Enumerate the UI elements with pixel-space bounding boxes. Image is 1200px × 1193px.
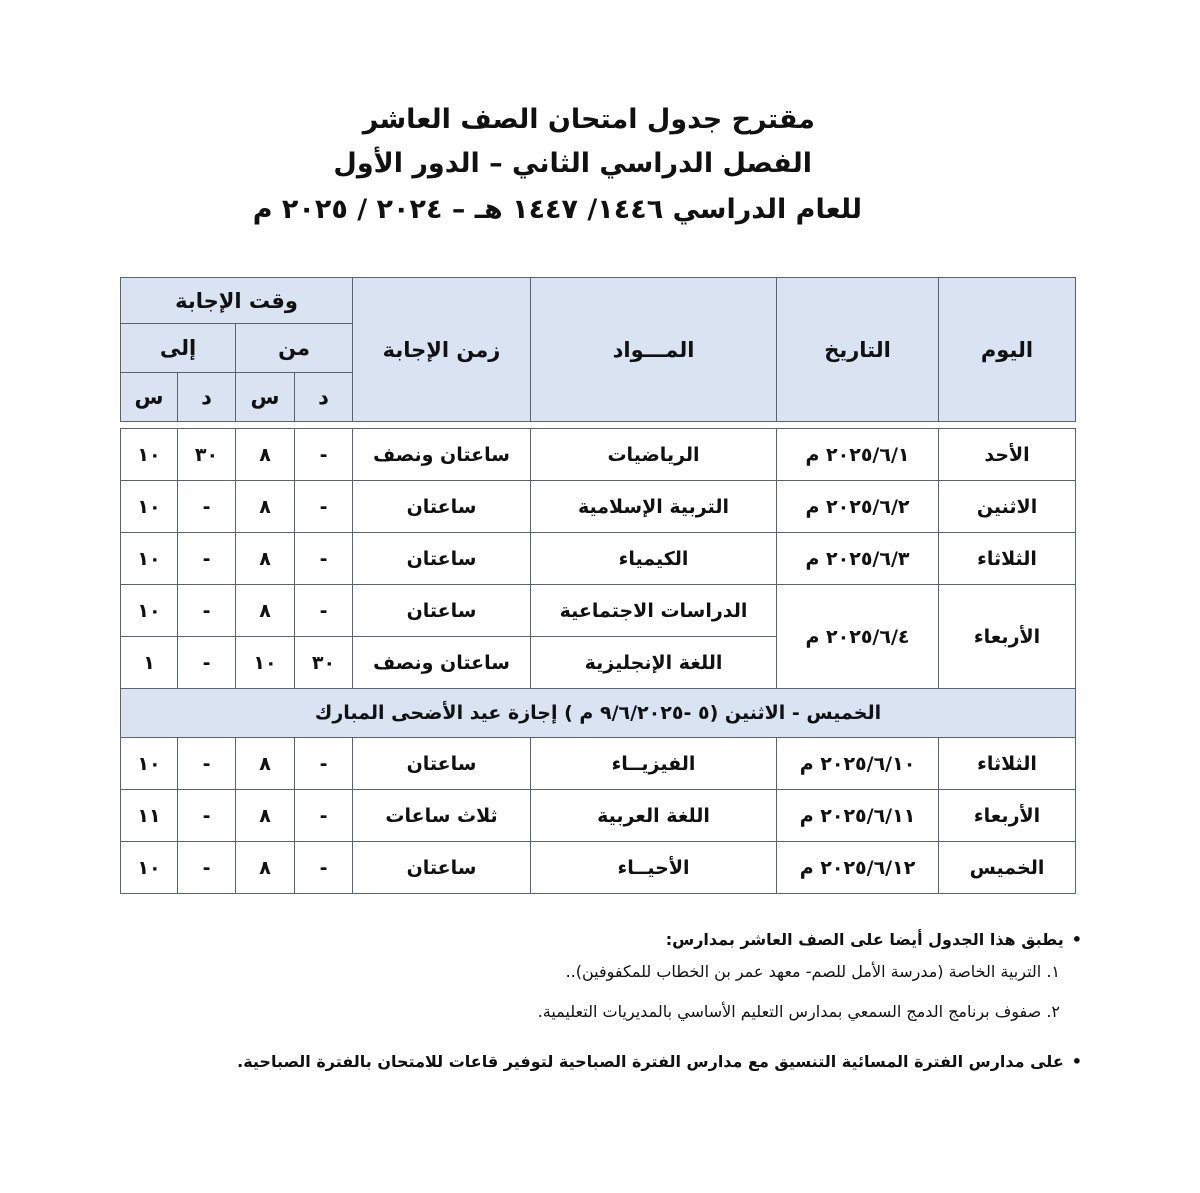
cell-to-hour: ١٠ [121,738,178,790]
cell-duration: ساعتان [353,585,531,637]
table-row [121,481,1076,533]
cell-to-minute: - [178,790,236,842]
note-item-2: ٢. صفوف برنامج الدمج السمعي بمدارس التعليم الأساسي بالمديريات التعليمية. [537,1002,1060,1021]
cell-to-minute: ٣٠ [178,429,236,481]
cell-to-minute: - [178,533,236,585]
exam-schedule-table [120,277,1076,894]
cell-subject: التربية الإسلامية [531,481,777,533]
cell-from-minute: - [295,533,353,585]
cell-from-minute: - [295,585,353,637]
cell-to-minute: - [178,637,236,689]
header-subject: المـــواد [531,278,777,422]
cell-from-hour: ٨ [236,533,295,585]
note-text: على مدارس الفترة المسائية التنسيق مع مدارس الفترة الصباحية لتوفير قاعات للامتحان بالفترة الصباحية. [237,1052,1064,1071]
cell-day: الثلاثاء [939,738,1076,790]
header-duration: زمن الإجابة [353,278,531,422]
cell-from-hour: ٨ [236,429,295,481]
cell-day: الأربعاء [939,585,1076,689]
cell-to-minute: - [178,738,236,790]
cell-subject: الكيمياء [531,533,777,585]
cell-from-minute: - [295,481,353,533]
cell-date: ٢٠٢٥/٦/١٢ م [777,842,939,894]
note-evening-schools [237,1052,1082,1071]
cell-duration: ساعتان ونصف [353,429,531,481]
title-line-1: مقترح جدول امتحان الصف العاشر [362,104,815,135]
bullet-icon: • [1071,930,1082,949]
header-to-hour: س [121,373,178,422]
header-from-hour: س [236,373,295,422]
cell-from-hour: ٨ [236,738,295,790]
cell-subject: الرياضيات [531,429,777,481]
cell-to-hour: ١٠ [121,585,178,637]
cell-subject: اللغة العربية [531,790,777,842]
cell-duration: ساعتان [353,533,531,585]
header-from-minute: د [295,373,353,422]
cell-duration: ساعتان [353,842,531,894]
holiday-row [121,689,1076,738]
cell-from-hour: ٨ [236,585,295,637]
title-line-2: الفصل الدراسي الثاني – الدور الأول [333,148,812,179]
cell-day: الأحد [939,429,1076,481]
cell-from-minute: - [295,738,353,790]
cell-day: الخميس [939,842,1076,894]
bullet-icon: • [1071,1052,1082,1071]
header-day: اليوم [939,278,1076,422]
cell-from-hour: ٨ [236,842,295,894]
cell-to-minute: - [178,842,236,894]
table-row [121,585,1076,637]
cell-day: الثلاثاء [939,533,1076,585]
cell-date: ٢٠٢٥/٦/٤ م [777,585,939,689]
title-line-3: للعام الدراسي ١٤٤٦/ ١٤٤٧ هـ – ٢٠٢٤ / ٢٠٢٥ م [252,194,862,225]
cell-to-hour: ١٠ [121,842,178,894]
table-row [121,790,1076,842]
cell-duration: ساعتان ونصف [353,637,531,689]
note-item-1: ١. التربية الخاصة (مدرسة الأمل للصم- معهد عمر بن الخطاب للمكفوفين).. [565,962,1060,981]
header-answer-time: وقت الإجابة [121,278,353,324]
cell-duration: ساعتان [353,738,531,790]
cell-to-hour: ١٠ [121,481,178,533]
cell-to-hour: ١٠ [121,429,178,481]
cell-to-minute: - [178,481,236,533]
cell-from-hour: ٨ [236,481,295,533]
cell-from-hour: ١٠ [236,637,295,689]
cell-day: الأربعاء [939,790,1076,842]
cell-to-minute: - [178,585,236,637]
table-row [121,738,1076,790]
cell-from-minute: ٣٠ [295,637,353,689]
table-row [121,429,1076,481]
cell-date: ٢٠٢٥/٦/١٠ م [777,738,939,790]
cell-from-minute: - [295,790,353,842]
header-to: إلى [121,324,236,373]
header-to-minute: د [178,373,236,422]
cell-from-minute: - [295,842,353,894]
header-from: من [236,324,353,373]
cell-day: الاثنين [939,481,1076,533]
cell-duration: ساعتان [353,481,531,533]
cell-from-minute: - [295,429,353,481]
table-row [121,842,1076,894]
cell-subject: الأحيــاء [531,842,777,894]
cell-subject: الدراسات الاجتماعية [531,585,777,637]
cell-from-hour: ٨ [236,790,295,842]
cell-date: ٢٠٢٥/٦/٢ م [777,481,939,533]
cell-date: ٢٠٢٥/٦/٣ م [777,533,939,585]
table-row [121,533,1076,585]
header-date: التاريخ [777,278,939,422]
cell-to-hour: ١١ [121,790,178,842]
cell-subject: الفيزيــاء [531,738,777,790]
cell-subject: اللغة الإنجليزية [531,637,777,689]
cell-duration: ثلاث ساعات [353,790,531,842]
cell-date: ٢٠٢٥/٦/١ م [777,429,939,481]
cell-date: ٢٠٢٥/٦/١١ م [777,790,939,842]
holiday-text: الخميس - الاثنين (٥ -٩/٦/٢٠٢٥ م ) إجازة عيد الأضحى المبارك [121,689,1076,738]
cell-to-hour: ١٠ [121,533,178,585]
cell-to-hour: ١ [121,637,178,689]
note-applies-to [666,930,1082,949]
note-text: يطبق هذا الجدول أيضا على الصف العاشر بمدارس: [665,930,1064,949]
